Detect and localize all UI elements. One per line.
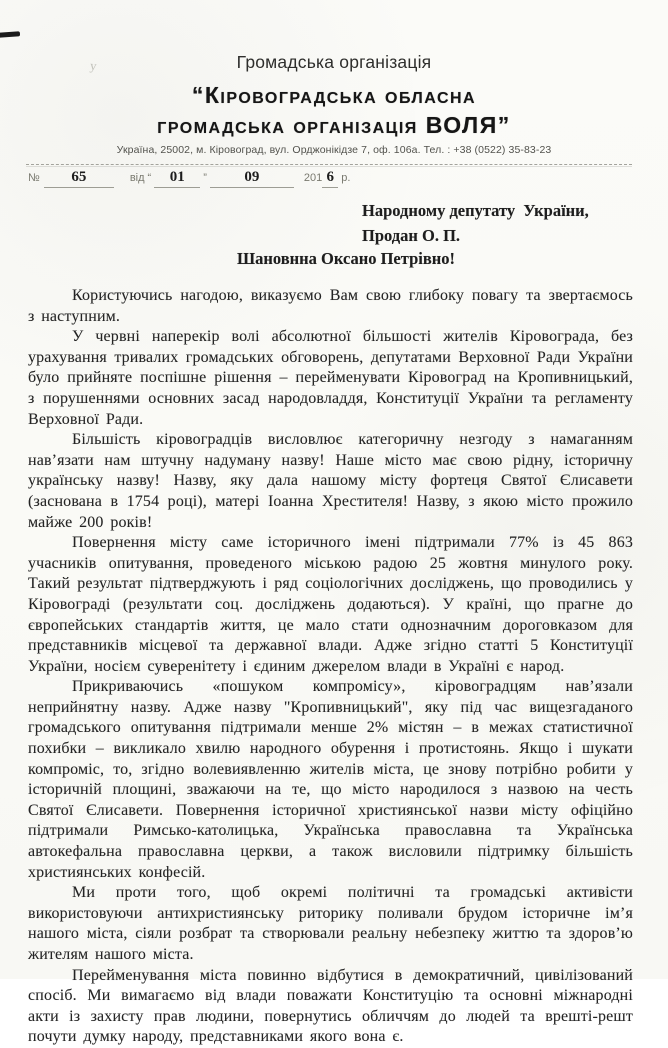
- ref-day-value: 01: [154, 169, 200, 188]
- ref-quote-open: “: [147, 172, 152, 184]
- scan-artifact-dash: [0, 31, 20, 38]
- body-paragraph-7: Перейменування міста повинно відбутися в демократичний, цивілізований спосіб. Ми вимагаємо від влади поважати Конституцію та основні міжнародні акти із захисту прав людини, повернутись обличчям до людей та врешті-решт почути думку народу, представниками якого вона є.: [28, 966, 633, 1046]
- header-divider: [26, 164, 632, 165]
- body-paragraph-3: Більшість кіровоградців висловлює категоричну незгоду з намаганням нав’язати нам штучну надуману назву! Наше місто має свою рідну, історичну українську назву! Назву, яку дала нашому місту фортеця Святої Єлисавети (заснована в 1754 році), матері Іоанна Хрестителя! Назву, з якою місто прожило майже 200 років!: [28, 431, 633, 531]
- org-type-label: Громадська організація: [236, 52, 432, 72]
- body-paragraph-2: У червні наперекір волі абсолютної більшості жителів Кіровограда, без урахування тривалих громадських обговорень, депутатами Верховної Ради України було прийняте поспішне рішення – перейменувати Кіровоград на Кропивницький, з порушеннями основних засад народовладдя, Конституції України та регламенту Верховної Ради.: [28, 328, 633, 428]
- letter-body: [28, 286, 633, 1048]
- ref-from-label: від: [129, 172, 145, 184]
- scan-artifact-stray-mark: у: [89, 57, 98, 74]
- addressee-title: Народному депутату України,: [362, 201, 589, 220]
- body-paragraph-1: Користуючись нагодою, виказуємо Вам свою глибоку повагу та звертаємось з наступним.: [28, 287, 633, 325]
- header-divider-shadow: [26, 166, 632, 167]
- org-title-line1: “Кіровоградська обласна: [191, 82, 477, 108]
- ref-year-value: 6: [322, 169, 338, 188]
- ref-year-suffix: р.: [338, 172, 351, 184]
- body-paragraph-6: Ми проти того, щоб окремі політичні та громадські активісти використовуючи антихристиянську риторику поливали брудом історичне ім’я нашого міста, сіяли розбрат та створювали реальну небезпеку життю та здоров’ю жителям нашого міста.: [28, 884, 633, 963]
- ref-quote-close: ”: [203, 172, 207, 184]
- body-paragraph-4: Повернення місту саме історичного імені підтримали 77% із 45 863 учасників опитування, проведеного міською радою 25 жовтня минулого року. Такий результат підтверджують і ряд соціологічних досліджень, що проводились у Кіровограді (результати соц. досліджень додаються). У країні, що прагне до європейських стандартів життя, це мало стати однозначним дороговказом для представників місцевої та державної влади. Адже згідно статті 5 Конституції України, носієм суверенітету і єдиним джерелом влади в Україні є народ.: [28, 534, 633, 675]
- body-paragraph-5: Прикриваючись «пошуком компромісу», кіровоградцям нав’язали неприйнятну назву. Адже назву "Кропивницький", яку під час вищезгаданого громадського опитування підтримали менше 2% містян – в межах статистичної похибки – викликало хвилю народного обурення і протистоянь. Якщо і шукати компроміс, то, згідно волевиявленню жителів міста, це знову потрібно робити у історичній площині, зважаючи на те, що місто народилося з назвою на честь Святої Єлисавети. Повернення історичної християнської назви місту офіційно підтримали Римсько-католицька, Українська православна та Українська автокефальна православна церкви, а також висловили підтримку більшість християнських конфесій.: [28, 678, 633, 881]
- org-title-line2: громадська організація ВОЛЯ”: [157, 112, 511, 138]
- org-address: Україна, 25002, м. Кіровоград, вул. Орджонікідзе 7, оф. 106а. Тел. : +38 (0522) 35-83-23: [116, 144, 552, 156]
- ref-number-value: 65: [44, 169, 114, 188]
- ref-month-value: 09: [210, 169, 294, 188]
- ref-number-label: №: [28, 172, 40, 184]
- salutation: Шановнна Оксано Петрівно!: [237, 249, 455, 268]
- addressee-name: Продан О. П.: [362, 226, 461, 245]
- ref-year-prefix: 201: [303, 172, 323, 184]
- ref-line: [28, 169, 350, 188]
- org-title: [0, 80, 668, 140]
